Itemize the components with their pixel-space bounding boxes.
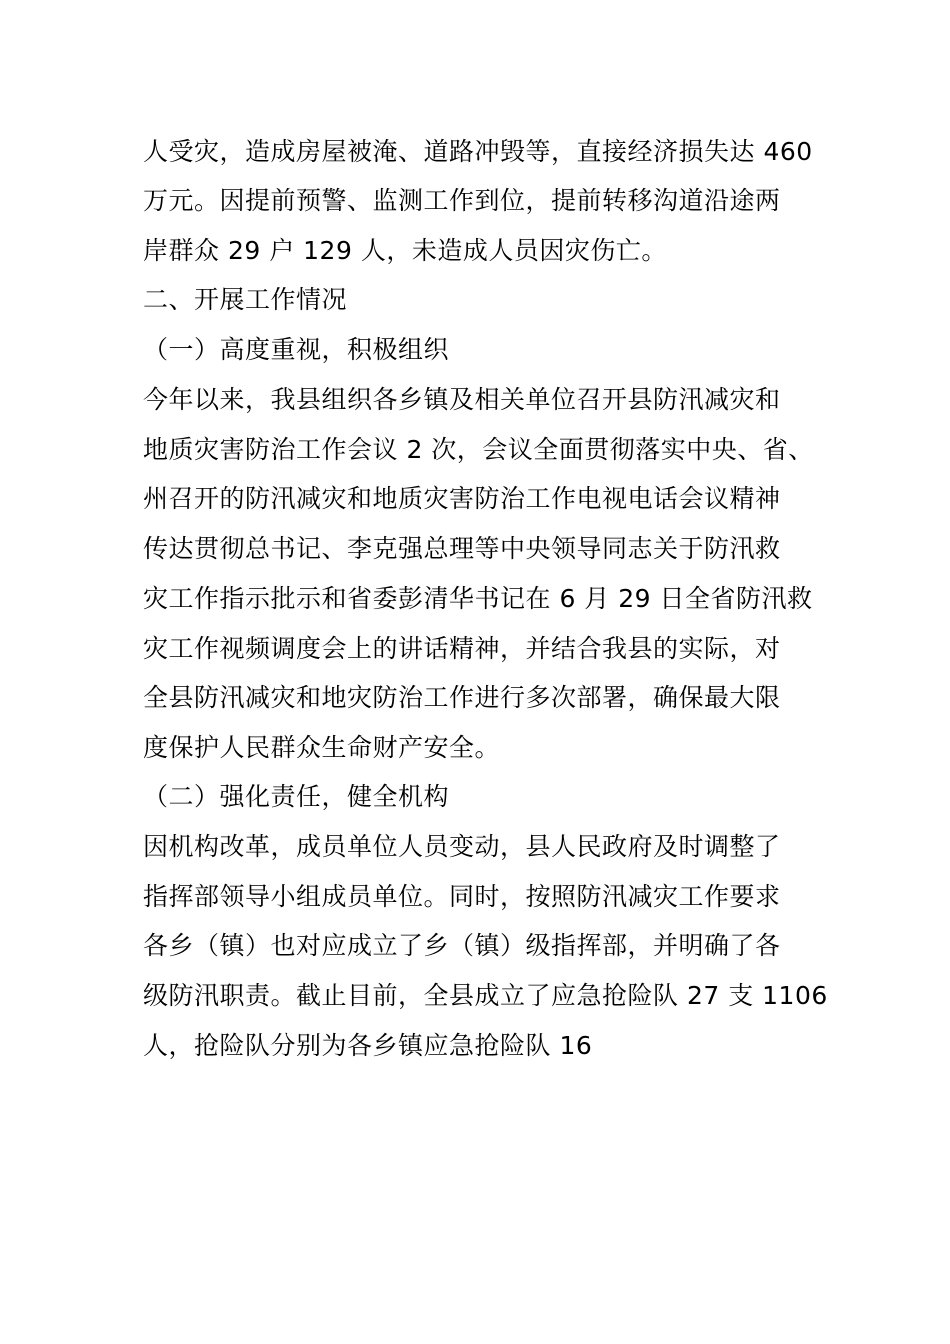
- text-line: 灾工作视频调度会上的讲话精神，并结合我县的实际，对: [143, 634, 781, 663]
- subsection-heading: （一）高度重视，积极组织: [143, 335, 450, 364]
- text-line: 全县防汛减灾和地灾防治工作进行多次部署，确保最大限: [143, 683, 781, 712]
- text-line: 万元。因提前预警、监测工作到位，提前转移沟道沿途两: [143, 186, 781, 215]
- subsection-heading: （二）强化责任，健全机构: [143, 782, 450, 811]
- section-heading: 二、开展工作情况: [143, 285, 348, 314]
- text-line: 州召开的防汛减灾和地质灾害防治工作电视电话会议精神: [143, 484, 781, 513]
- text-line: 级防汛职责。截止目前，全县成立了应急抢险队 27 支 1106: [143, 981, 828, 1010]
- text-line: 今年以来，我县组织各乡镇及相关单位召开县防汛减灾和: [143, 385, 781, 414]
- text-line: 人，抢险队分别为各乡镇应急抢险队 16: [143, 1031, 593, 1060]
- text-line: 人受灾，造成房屋被淹、道路冲毁等，直接经济损失达 460: [143, 137, 813, 166]
- text-line: 灾工作指示批示和省委彭清华书记在 6 月 29 日全省防汛救: [143, 584, 813, 613]
- text-line: 度保护人民群众生命财产安全。: [143, 733, 501, 762]
- text-line: 因机构改革，成员单位人员变动，县人民政府及时调整了: [143, 832, 781, 861]
- text-line: 岸群众 29 户 129 人，未造成人员因灾伤亡。: [143, 236, 667, 265]
- text-line: 各乡（镇）也对应成立了乡（镇）级指挥部，并明确了各: [143, 931, 781, 960]
- text-line: 指挥部领导小组成员单位。同时，按照防汛减灾工作要求: [143, 882, 781, 911]
- text-line: 传达贯彻总书记、李克强总理等中央领导同志关于防汛救: [143, 534, 781, 563]
- text-line: 地质灾害防治工作会议 2 次，会议全面贯彻落实中央、省、: [143, 435, 814, 464]
